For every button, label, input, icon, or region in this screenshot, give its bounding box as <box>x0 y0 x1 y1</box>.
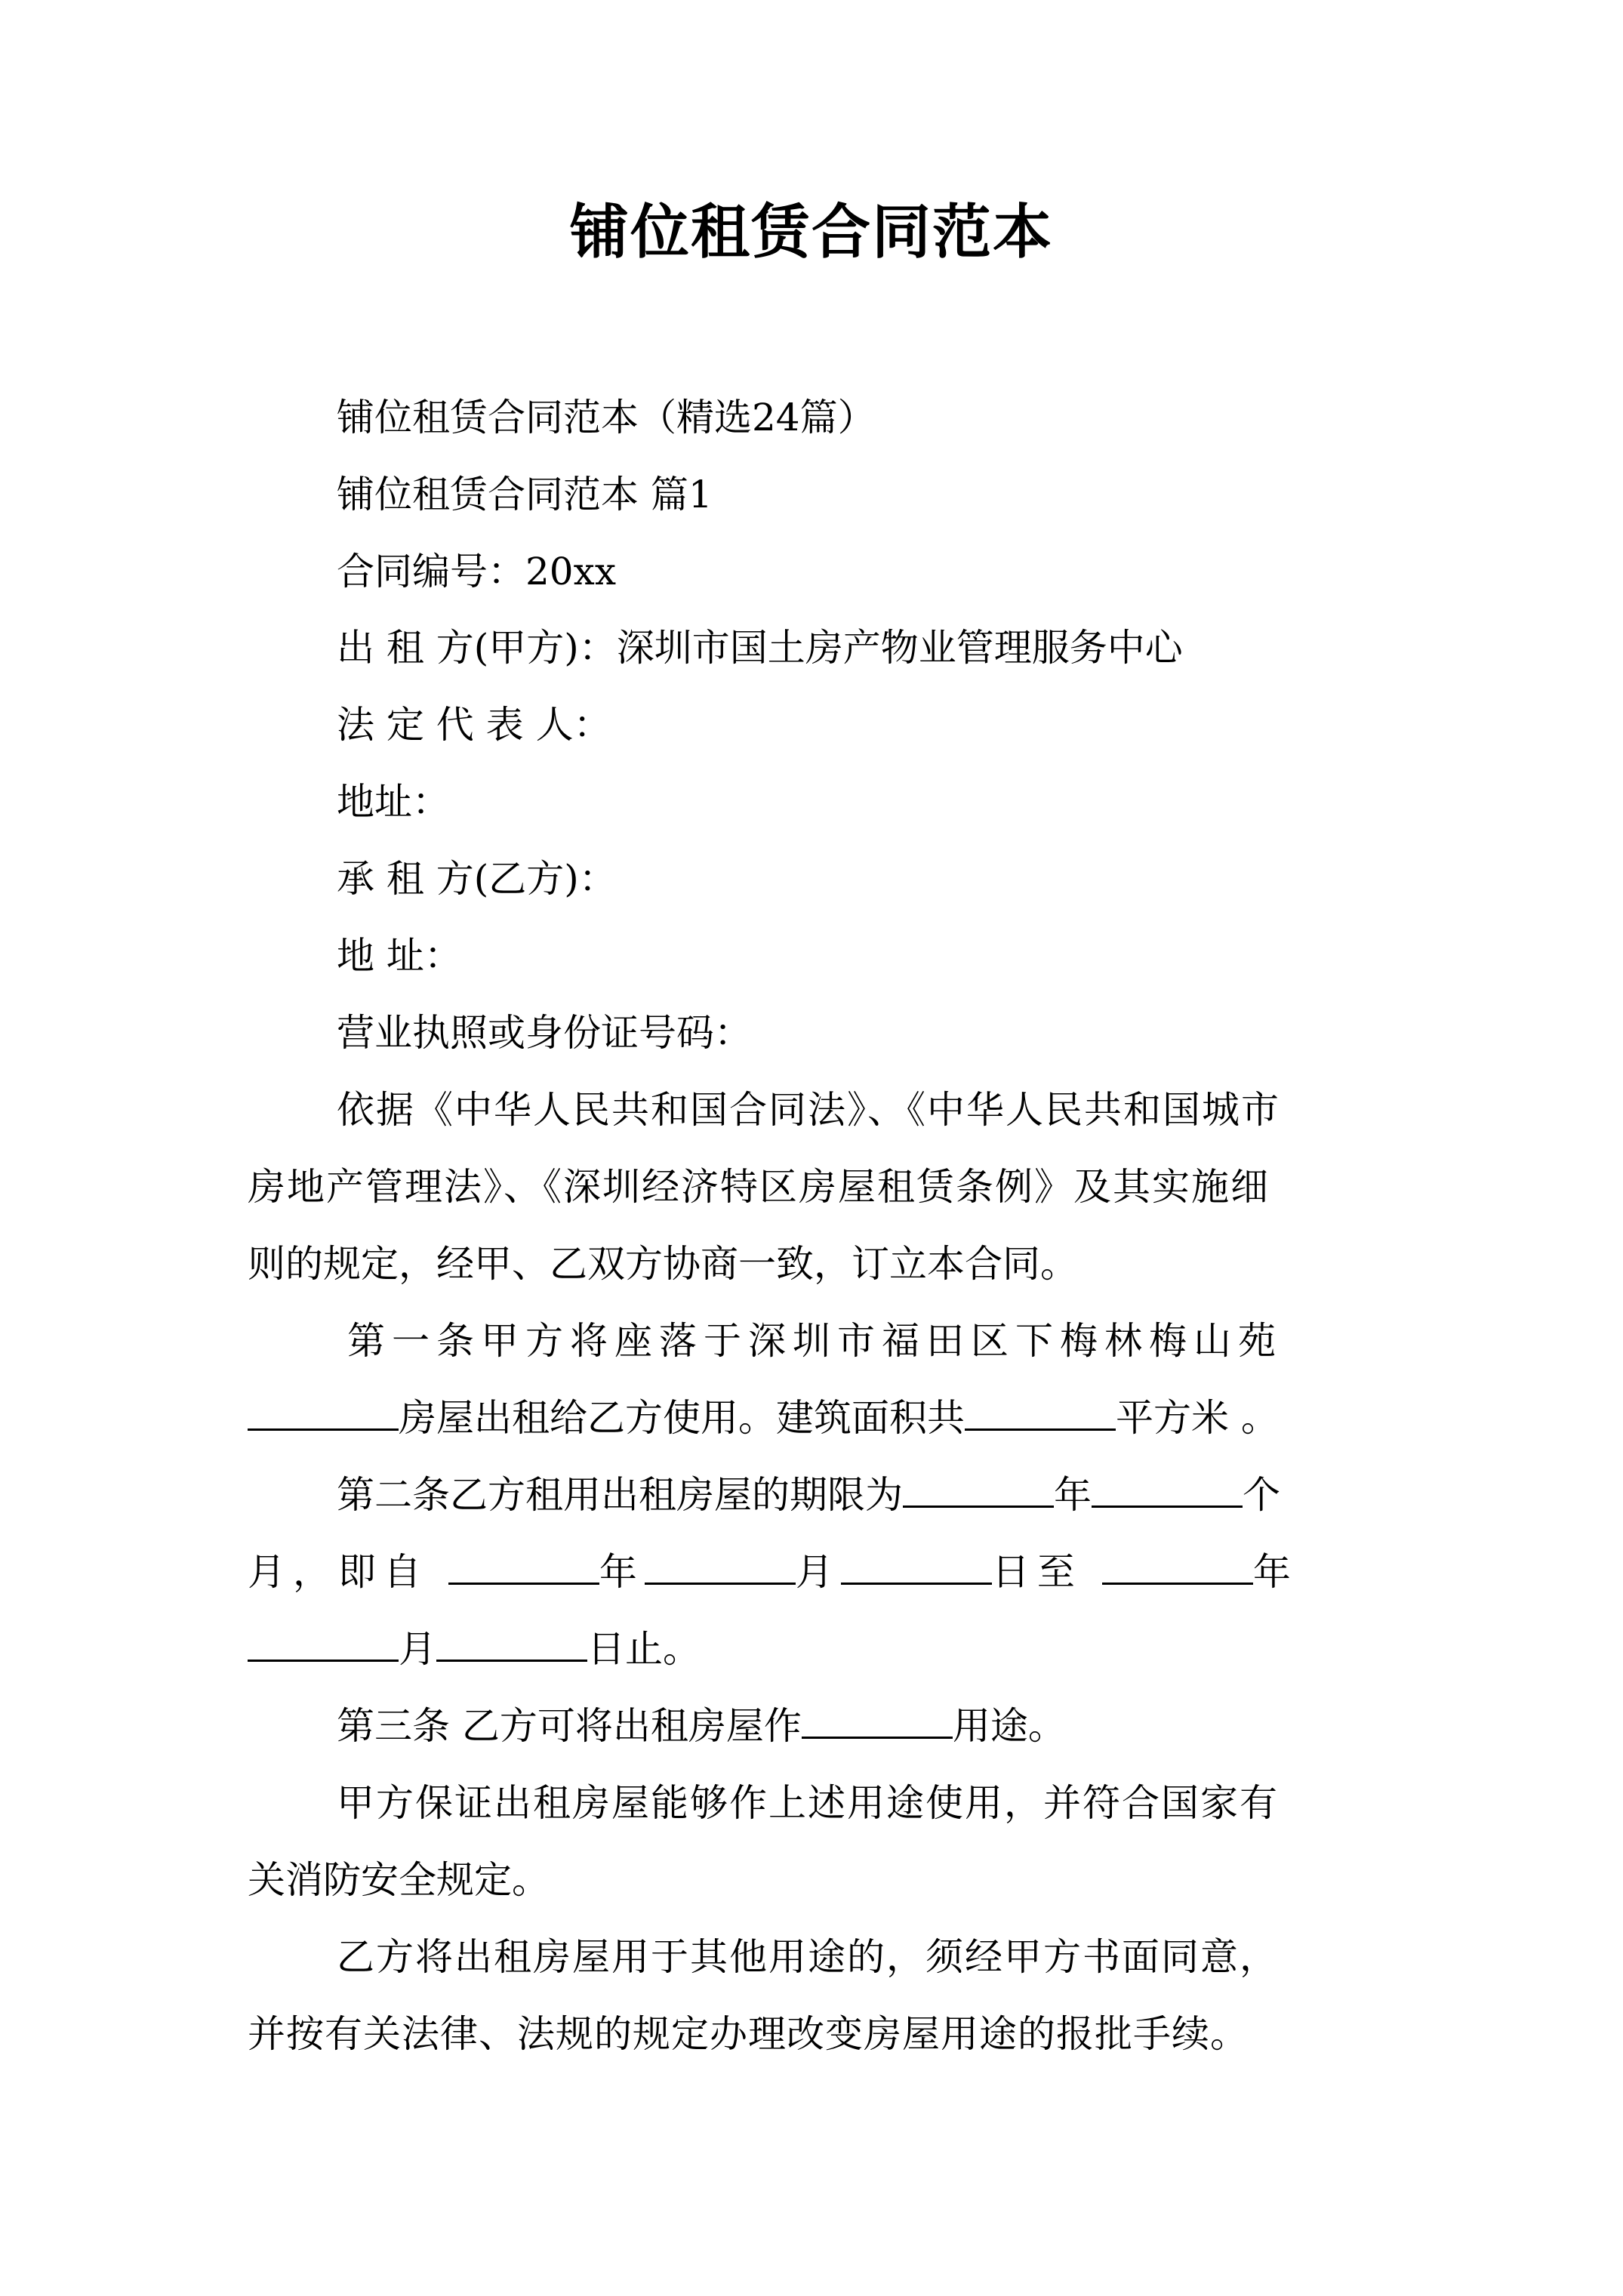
basis-paragraph-line-2: 房地产管理法》、《深圳经济特区房屋租赁条例》及其实施细 <box>248 1165 1270 1209</box>
subtitle-selection: 铺位租赁合同范本（精选24篇） <box>337 396 876 439</box>
article-1-line-1: 第一条甲方将座落于深圳市福田区下梅林梅山苑 <box>347 1319 1283 1363</box>
start-day-blank <box>841 1552 992 1585</box>
lessee-line: 承 租 方(乙方)： <box>337 857 617 901</box>
basis-paragraph-line-1: 依据《中华人民共和国合同法》、《中华人民共和国城市 <box>337 1088 1280 1132</box>
article-3-line-1 <box>337 1700 1469 1752</box>
guarantee-paragraph-line-1: 甲方保证出租房屋能够作上述用途使用，并符合国家有 <box>337 1781 1279 1825</box>
article-2-text-g: 日至 <box>991 1550 1083 1594</box>
article-2-line-1 <box>337 1469 1469 1521</box>
guarantee-paragraph-line-2: 关消防安全规定。 <box>248 1858 550 1902</box>
document-title: 铺位租赁合同范本 <box>569 198 1053 267</box>
article-2-text-c: 个 <box>1243 1473 1280 1517</box>
end-year-blank <box>1102 1552 1253 1585</box>
license-id-line: 营业执照或身份证号码： <box>337 1011 752 1055</box>
article-2-text-i: 月 <box>399 1627 436 1671</box>
article-2-text-h: 年 <box>1252 1550 1298 1594</box>
article-2-line-3 <box>248 1623 1380 1675</box>
term-years-blank <box>903 1475 1054 1508</box>
building-blank <box>248 1398 399 1431</box>
area-blank <box>965 1398 1116 1431</box>
article-2-text-a: 第二条乙方租用出租房屋的期限为 <box>337 1473 903 1517</box>
article-2-text-b: 年 <box>1054 1473 1092 1517</box>
lessor-address-line: 地址： <box>337 780 450 824</box>
other-use-paragraph-line-1: 乙方将出租房屋用于其他用途的，须经甲方书面同意， <box>337 1935 1279 1979</box>
start-month-blank <box>645 1552 796 1585</box>
article-1-text-a: 房屋出租给乙方使用。建筑面积共 <box>399 1396 965 1440</box>
article-3-text-a: 第三条 乙方可将出租房屋作 <box>337 1704 802 1748</box>
article-2-line-2 <box>248 1546 1380 1598</box>
section-heading: 铺位租赁合同范本 篇1 <box>337 473 713 516</box>
term-months-blank <box>1092 1475 1243 1508</box>
article-3-text-b: 用途。 <box>952 1704 1066 1748</box>
end-month-blank <box>248 1629 399 1662</box>
article-2-text-j: 日止。 <box>587 1627 701 1671</box>
article-2-text-d: 月，即自 <box>248 1550 429 1594</box>
basis-paragraph-line-3: 则的规定，经甲、乙双方协商一致，订立本合同。 <box>248 1242 1078 1286</box>
article-1-text-b: 平方米 。 <box>1116 1396 1279 1440</box>
lessor-line: 出 租 方(甲方)：深圳市国土房产物业管理服务中心 <box>337 626 1183 670</box>
article-2-text-e: 年 <box>599 1550 645 1594</box>
article-2-text-f: 月 <box>795 1550 841 1594</box>
article-1-line-2 <box>248 1391 1380 1444</box>
other-use-paragraph-line-2: 并按有关法律、法规的规定办理改变房屋用途的报批手续。 <box>248 2012 1249 2056</box>
use-purpose-blank <box>802 1706 953 1739</box>
lessee-address-line: 地 址： <box>337 934 462 978</box>
contract-number: 合同编号：20xx <box>337 550 617 593</box>
legal-representative-line: 法 定 代 表 人： <box>337 703 611 747</box>
start-year-blank <box>448 1552 599 1585</box>
end-day-blank <box>436 1629 587 1662</box>
